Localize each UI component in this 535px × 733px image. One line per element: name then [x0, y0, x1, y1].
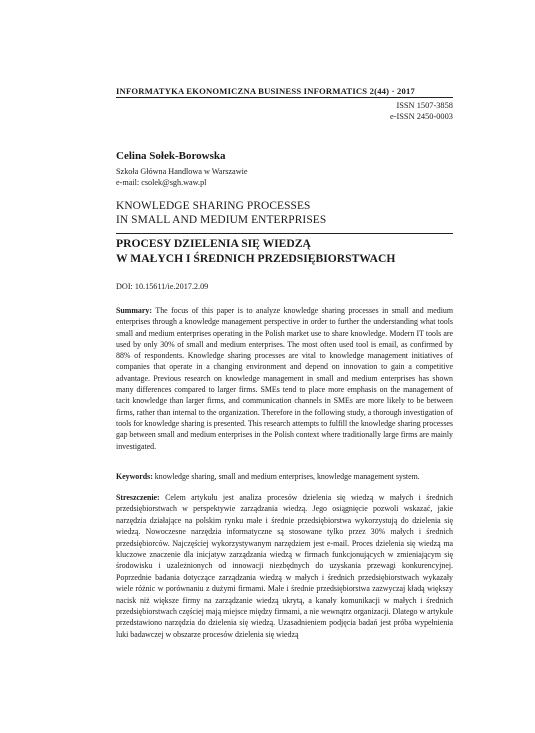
doi: DOI: 10.15611/ie.2017.2.09: [116, 282, 209, 291]
author-name: Celina Sołek-Borowska: [116, 150, 226, 162]
summary-paragraph: [116, 305, 453, 452]
summary-text: The focus of this paper is to analyze knowledge sharing processes in small and medium enterprises through a knowledge management perspective in order to further the understanding what tools small and medium enterprises operating in the Polish market use to share knowledge. Modern IT tools are used by only 30% of small and medium enterprises. The most often used tool is email, as confirmed by 88% of respondents. Knowledge sharing processes are vital to knowledge management initiatives of companies that operate in a changing environment and depend on innovation to gain a competitive advantage. Previous research on knowledge management in small and medium enterprises has shown many differences compared to larger firms. SMEs tend to place more emphasis on the management of tacit knowledge than larger firms, and communication channels in SMEs are more likely to be between firms, rather than internal to the organization. Therefore in the following study, a thorough investigation of tools for knowledge sharing is presented. This research attempts to fulfill the knowledge sharing processes gap between small and medium enterprises in the Polish context where traditionally large firms are mainly investigated.: [116, 306, 453, 451]
issn-block: [390, 100, 453, 122]
title-pl-line-1: PROCESY DZIELENIA SIĘ WIEDZĄ: [116, 237, 311, 250]
title-en-line-1: KNOWLEDGE SHARING PROCESSES: [116, 200, 311, 212]
title-en-line-2: IN SMALL AND MEDIUM ENTERPRISES: [116, 214, 327, 226]
keywords-label: Keywords:: [116, 472, 155, 481]
author-affiliation-block: [116, 166, 248, 188]
title-polish: [116, 237, 395, 266]
keywords-text: knowledge sharing, small and medium enterprises, knowledge management system.: [154, 472, 420, 481]
streszczenie-paragraph: [116, 492, 453, 640]
author-email: e-mail: csolek@sgh.waw.pl: [116, 178, 207, 187]
header-divider: [116, 97, 453, 98]
summary-label: Summary:: [116, 306, 156, 315]
title-english: [116, 199, 326, 227]
streszczenie-label: Streszczenie:: [116, 493, 166, 502]
issn: ISSN 1507-3858: [396, 101, 453, 110]
affiliation: Szkoła Główna Handlowa w Warszawie: [116, 167, 248, 176]
e-issn: e-ISSN 2450-0003: [389, 112, 453, 121]
streszczenie-text: Celem artykułu jest analiza procesów dzielenia się wiedzą w małych i średnich przedsiębiorstwach w perspektywie zarządzania wiedzą. Jego osiągnięcie pozwoli wskazać, jakie narzędzia działające na polskim rynku małe i średnie przedsiębiorstwa wykorzystują do dzielenia się wiedzą. Nowoczesne narzędzia informatyczne są stosowane tylko przez 30% małych i średnich przedsiębiorców. Najczęściej wykorzystywanym narzędziem jest e-mail. Proces dzielenia się wiedzą ma kluczowe znaczenie dla inicjatyw zarządzania wiedzą w firmach funkcjonujących w zmieniającym się środowisku i uzależnionych od innowacji niezbędnych do uzyskania przewagi konkurencyjnej. Poprzednie badania dotyczące zarządzania wiedzą w małych i średnich przedsiębiorstwach wykazały wiele różnic w porównaniu z dużymi firmami. Małe i średnie przedsiębiorstwa zazwyczaj kładą większy nacisk niż większe firmy na zarządzanie wiedzą ukrytą, a kanały komunikacji w małych i średnich przedsiębiorstwach częściej mają miejsce między firmami, a nie wewnątrz organizacji. Dlatego w artykule przedstawiono narzędzia do dzielenia się wiedzą. Uzasadnieniem podjęcia badań jest próba wypełnienia luki badawczej w obszarze procesów dzielenia się wiedzą: [116, 493, 453, 639]
title-pl-line-2: W MAŁYCH I ŚREDNICH PRZEDSIĘBIORSTWACH: [116, 251, 396, 265]
title-divider: [116, 233, 453, 234]
journal-header: INFORMATYKA EKONOMICZNA BUSINESS INFORMATICS 2(44) · 2017: [116, 86, 415, 96]
keywords-paragraph: [116, 471, 453, 482]
